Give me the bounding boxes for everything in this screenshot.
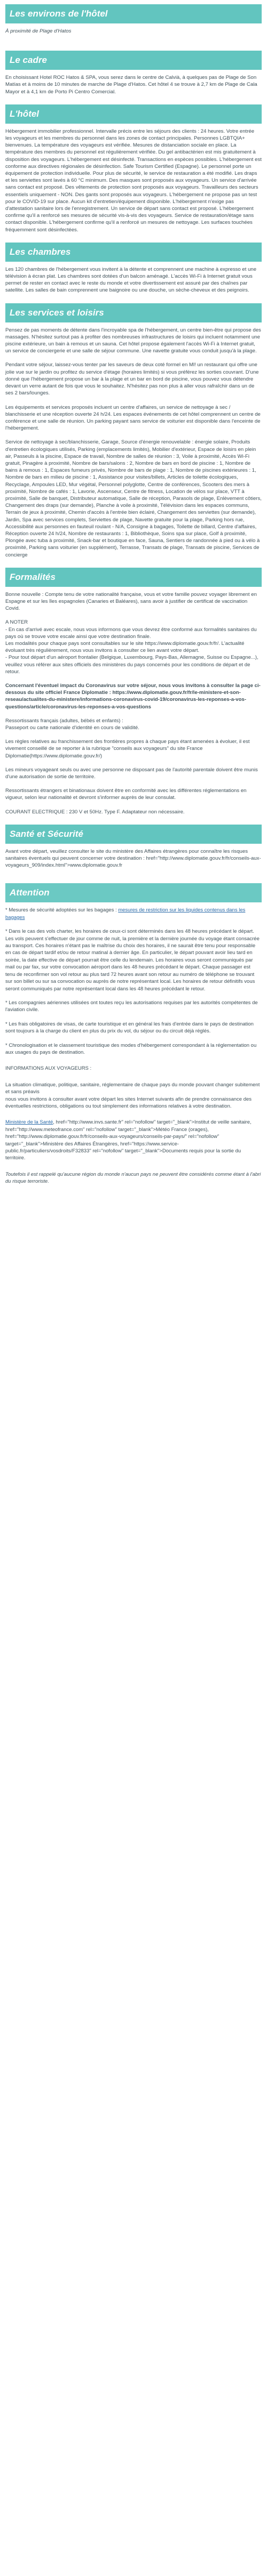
section-header-chambres: Les chambres <box>5 243 262 262</box>
section-header-environs: Les environs de l'hôtel <box>5 4 262 23</box>
services-text-1: Pensez de pas moments de détente dans l'incroyable spa de l'hébergement, un centre bien-être qui propose des massages. N'hésitez surtout pas à profiter des nombreuses infrastructures de loisirs qui incluent notamment une piscine extérieure, un bain à remous et un sauna. Cet hôtel propose également l'accès Wi-Fi à Internet gratuit, un service de conciergerie et une salle de séjour commune. Une navette gratuite vous conduit jusqu'à la plage. <box>5 327 261 354</box>
attention-frais: * Les frais obligatoires de visas, de carte touristique et en général les frais d'entrée dans le pays de destination sont toujours à la charge du client en plus du prix du vol, du séjour ou du circuit déjà réglés. <box>5 1021 254 1035</box>
chambres-text: Les 120 chambres de l'hébergement vous invitent à la détente et comprennent une machine à expresso et une télévision à écran plat. Les chambres sont dotées d'un balcon aménagé. L'accès Wi-Fi à Internet gratuit vous permet de rester en contact avec le reste du monde et votre divertissement est assuré par des chaînes par satellite. Les salles de bain comprennent une baignoire ou une douche, un sèche-cheveux et des peignoirs. <box>5 266 257 294</box>
attention-liens <box>5 1119 262 1161</box>
formalites-note: A NOTER - En cas d'arrivé avec escale, nous vous informons que vous devrez être conformé aux formalités sanitaires du pays où se trouve votre escale ainsi que votre destination finale. Les modalités pour chaque pays sont consultables sur le site https://www.diplomatie.gouv.fr/fr/. L'actualité évoluant très régulièrement, nous vous invitons à consulter ce lien avant votre départ. - Pour tout départ d'un aéroport frontalier (Belgique, Luxembourg, Pays-Bas, Allemagne, Suisse ou Espagne...), veuillez vous référer aux sites officiels des ministères du pays concernés pour les conditions de départ et de retour. <box>5 619 258 675</box>
formalites-mineurs: Les mineurs voyageant seuls ou avec une personne ne disposant pas de l'autorité parentale doivent être munis d'une autorisation de sortie de territoire. <box>5 766 258 780</box>
attention-situation: La situation climatique, politique, sanitaire, réglementaire de chaque pays du monde pouvant changer subitement et sans préavis nous vous invitons à consulter avant votre départ les sites Internet suivants afin de prendre connaissance des éventuelles restrictions, obligations ou tout simplement des informations relatives à votre destination. <box>5 1081 260 1109</box>
section-header-cadre: Le cadre <box>5 51 262 70</box>
section-header-hotel: L'hôtel <box>5 104 262 124</box>
cadre-text: En choisissant Hotel ROC Hatos & SPA, vous serez dans le centre de Calvià, à quelques pas de Plage de Son Matías et à moins de 10 minutes de marche de Plage d'Hatos. Cet hôtel 4 se trouve à 2,7 km de Plage de Cala Mayor et à 4,1 km de Porto Pi Centro Comercial. <box>5 75 257 95</box>
environs-lead: À proximité de Plage d'Hatos <box>5 28 72 34</box>
formalites-frontieres: Les règles relatives au franchissement des frontières propres à chaque pays étant amenées à évoluer, il est vivement conseillé de se reporter à la rubrique "conseils aux voyageurs" du site France Diplomatie(https://www.diplomatie.gouv.fr/) <box>5 739 250 759</box>
hotel-text: Hébergement immobilier professionnel. Intervalle précis entre les séjours des clients : 24 heures. Votre entrée les voyageurs et les membres du personnel dans les zones de contact principales. Personnes LGBTQIA+ bienvenues. La température des voyageurs est vérifiée. Mesures de distanciation sociale en place. La température des membres du personnel est régulièrement vérifiée. Du gel antibactérien est mis gratuitement à disposition des voyageurs. L'hébergement est désinfecté. Transactions en espèces possibles. L'hébergement est conforme aux directives régionales de désinfection. Safe Tourism Certified (Espagne). Le personnel porte un équipement de protection individuelle. Pour plus de sécurité, le service de restauration a été modifié. Les draps et les serviettes sont lavés à 60 °C minimum. Des masques sont proposés aux voyageurs. Un service d'arrivée sans contact est proposé. Des vêtements de protection sont proposés aux voyageurs. Travailleurs des secteurs essentiels uniquement - NON. Des gants sont proposés aux voyageurs. L'hébergement ne propose pas un test pour le COVID-19 sur place. Aucun kit d'entretien/équipement disponible. L'hébergement n'exige pas d'attestation sanitaire lors de l'enregistrement. Un service de départ sans contact est proposé. L'hébergement confirme qu'il a renforcé ses mesures de sécurité vis-à-vis des voyageurs. Service de restauration/étage sans contact disponible. L'hébergement confirme qu'il a renforcé un mesures de nettoyage. Les surfaces touchées fréquemment sont désinfectées. <box>5 128 262 233</box>
section-header-services: Les services et loisirs <box>5 303 262 322</box>
services-equipment-list: Service de nettoyage à sec/blanchisserie, Garage, Source d'énergie renouvelable : énergie solaire, Produits d'entretien écologiques utilisés, Parking (emplacements limités), Mobilier d'extérieur, Espace de loisirs en plein air, Passeuls à la piscine, Espace de travail, Nombre de salles de réunion : 3, Voile à proximité, Accès Wi-Fi gratuit, Pinagère à proximité, Nombre de bars/salons : 2, Nombre de bars en bord de piscine : 1, Nombre de bains à remous : 1, Espaces fumeurs privés, Nombre de bars de plage : 1, Nombre de piscines extérieures : 1, Nombre de bars en milieu de piscine : 1, Assistance pour visites/billets, Articles de toilette écologiques, Recyclage, Ampoules LED, Mur végétal, Personnel polyglotte, Centre de conférences, Scooters des mers à proximité, Nombre de cafés : 1, Lavorie, Ascenseur, Centre de fitness, Location de vélos sur place, VTT à proximité, Salle de banquet, Distributeur automatique, Salle de réception, Parasols de plage, Enlèvement côtiers, Changement des draps (sur demande), Planche à voile à proximité, Télévision dans les espaces communs, Terrain de jeux à proximité, Chemin d'accès à l'entrée bien éclairé, Changement des serviettes (sur demande), Jardin, Spa avec services complets, Serviettes de plage, Navette gratuite pour la plage, Parking hors rue, Accessibilité aux personnes en fauteuil roulant - N/A, Consigne à bagages, Toilette de billard, Centre d'affaires, Réception ouverte 24 h/24, Nombre de restaurants : 1, Bibliothèque, Soins spa sur place, Golf à proximité, Plongée avec tuba à proximité, Snack-bar et boutique en face, Sauna, Sentiers de randonnée à pied ou à vélo à proximité, Parking sans voiturier (en supplément), Terrasse, Transats de plage, Transats de piscine, Services de concierge <box>5 439 262 558</box>
attention-classement: * Chronologisation et le classement touristique des modes d'hébergement correspondant à la réglementation ou aux usages du pays de destination. <box>5 1042 257 1055</box>
section-header-formalites: Formalités <box>5 568 262 587</box>
formalites-coronavirus: Concernant l'éventuel impact du Coronavirus sur votre séjour, nous vous invitons à consulter la page ci-dessous du site officiel France Diplomatie : https://www.diplomatie.gouv.fr/fr/le-ministere-et-son-reseau/actualites-du-ministere/informations-coronavirus-covid-19/coronavirus-les-reponses-a-vos-questions/article/coronavirus-les-reponses-a-vos-questions <box>5 683 261 710</box>
sante-text: Avant votre départ, veuillez consulter le site du ministère des Affaires étrangères pour connaître les risques sanitaires éventuels qui peuvent concerner votre destination : href="http://www.diplomatie.gouv.fr/fr/conseils-aux-voyageurs_909/index.html">www.diplomatie.gouv.fr <box>5 848 261 869</box>
formalites-courant: COURANT ELECTRIQUE : 230 V et 50Hz. Type F. Adaptateur non nécessaire. <box>5 809 185 815</box>
attention-bagages <box>5 907 262 921</box>
services-text-2: Pendant votre séjour, laissez-vous tenter par les saveurs de deux coté formel en Ml! un restaurant qui offre une jolie vue sur le jardin ou profitez du service d'étage (horaires limités) si vous préférez les sorties couvrant. D'une donné que l'hébergement propose un bar à la plage et un bar en bord de piscine, vous pouvez vous détendre devant un verre autant de fois que vous le souhaitez. N'hésitez pas non plus à aller vous rafraîchir dans un de ses 2 bars/lounges. <box>5 362 259 397</box>
liquides-restriction-link[interactable]: mesures de restriction sur les liquides contenus dans les bagages <box>5 907 246 920</box>
section-header-sante: Santé et Sécurité <box>5 825 262 844</box>
attention-info-voyageurs: INFORMATIONS AUX VOYAGEURS : <box>5 1065 92 1072</box>
formalites-ressortissants: Ressortissants français (adultes, bébés et enfants) : Passeport ou carte nationale d'identité en cours de validité. <box>5 717 139 731</box>
services-text-3: Les équipements et services proposés incluent un centre d'affaires, un service de nettoyage à sec / blanchisserie et une réception ouverte 24 h/24. Les espaces événements de cet hôtel comprennent un centre de conférence et une salle de réunion. Un parking payant sans service de voiturier est disponible dans l'enceinte de l'hébergement. <box>5 404 261 432</box>
section-header-attention: Attention <box>5 883 262 902</box>
attention-vols-charter: * Dans le cas des vols charter, les horaires de ceux-ci sont déterminés dans les 48 heures précédant le départ. Les vols peuvent s'effectuer de jour comme de nuit, la première et la dernière journée du voyage étant consacrée au transport. Ces horaires n'étant pas le maîtrise du choix des horaires, il ne saurait être tenu pour responsable en cas de départ tardif et/ou de retour matinal à dernier âge. En particulier, le départ pouvant avoir lieu tard en soirée, la date effective de départ pourrait être celle du lendemain. Les horaires vous seront communiqués par mail ou par fax, sur votre convocation aéroport dans les 48 heures précédant le départ. Chaque passager est tenu de reconfirmer son vol retour au plus tard 72 heures avant son retour au numéro de téléphone se trouvant sur son billet ou sur sa convocation ou auprès de notre représentant local. Les horaires de retour définitifs vous seront communiqués par notre représentant local dans les 48 heures précédant le retour. <box>5 928 260 992</box>
formalites-etrangers: Ressortissants étrangers et binationaux doivent être en conformité avec les différentes réglementations en vigueur, selon leur nationalité et devront s'informer auprès de leur consulat. <box>5 788 247 801</box>
ministere-sante-link[interactable]: Ministère de la Santé <box>5 1119 53 1126</box>
attention-terrorisme: Toutefois il est rappelé qu'aucune région du monde n'aucun pays ne peuvent être considérés comme étant à l'abri du risque terroriste. <box>5 1171 261 1185</box>
formalites-text-1: Bonne nouvelle : Compte tenu de votre nationalité française, vous et votre famille pouvez voyager librement en Espagne et sur les îles espagnoles (Canaries et Baléares), sans avoir à justifier de certificat de vaccination Covid. <box>5 591 257 612</box>
attention-bagages-prefix: * Mesures de sécurité adoptées sur les bagages : <box>5 907 119 914</box>
attention-liens-rest: , href="http://www.invs.sante.fr" rel="nofollow" target="_blank">Institut de veille sanitaire, href="http://www.meteofrance.com" rel="nofollow" target="_blank">Météo France (orages), href="http://www.diplomatie.gouv.fr/fr/conseils-aux-voyageurs/conseils-par-pays/" rel="nofollow" target="_blank">Ministère des Affaires Étrangères, href="https://www.service-public.fr/particuliers/vosdroits/F32833" rel="nofollow" target="_blank">Documents requis pour la sortie du territoire. <box>5 1119 252 1161</box>
attention-compagnies: * Les compagnies aériennes utilisées ont toutes reçu les autorisations requises par les autorités compétentes de l'aviation civile. <box>5 999 258 1013</box>
